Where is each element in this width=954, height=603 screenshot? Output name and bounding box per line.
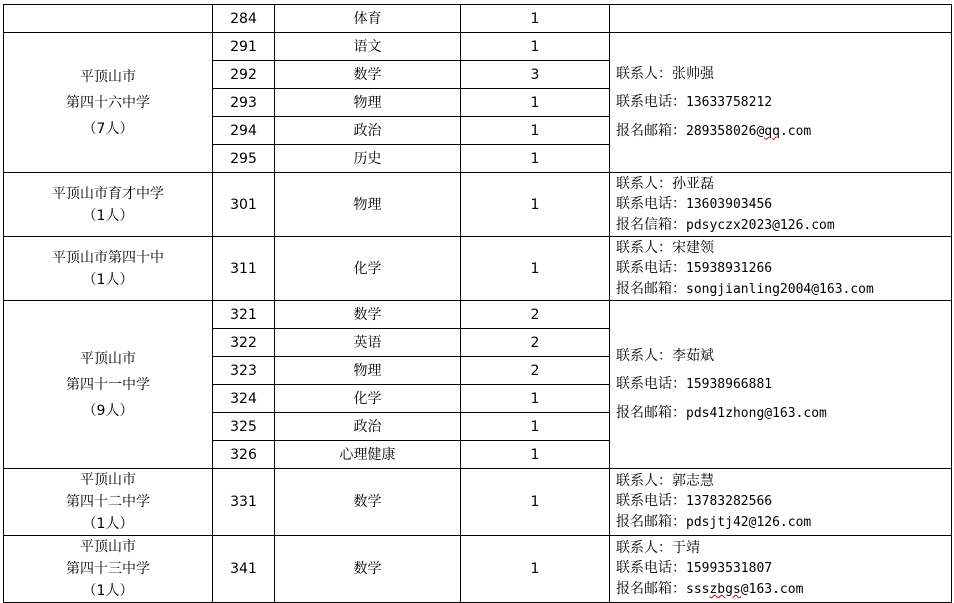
position-code: 341	[213, 536, 275, 603]
table-row	[4, 33, 952, 61]
position-code: 293	[213, 89, 275, 117]
subject: 数学	[275, 536, 461, 603]
contact-phone: 联系电话：15938931266	[616, 259, 773, 276]
subject: 英语	[275, 329, 461, 357]
contact-email: 报名邮箱：pdsjtj42@126.com	[616, 514, 812, 530]
hire-count: 1	[461, 469, 610, 536]
subject: 心理健康	[275, 441, 461, 469]
hire-count: 1	[461, 173, 610, 237]
school-name-line: 平顶山市育才中学	[52, 185, 164, 202]
table-row	[4, 5, 952, 33]
school-quota: （9人）	[82, 402, 134, 419]
school-cell	[4, 469, 213, 536]
hire-count: 1	[461, 89, 610, 117]
hire-count: 2	[461, 357, 610, 385]
hire-count: 1	[461, 237, 610, 301]
school-quota: （1人）	[82, 207, 134, 224]
subject: 物理	[275, 357, 461, 385]
contact-email: 报名信箱：pdsyczx2023@126.com	[616, 216, 835, 233]
contact-phone: 联系电话：13783282566	[616, 493, 773, 509]
contact-person: 联系人：宋建领	[616, 239, 714, 256]
contact-person: 联系人：张帅强	[616, 65, 714, 82]
position-code: 291	[213, 33, 275, 61]
school-quota: （1人）	[82, 516, 134, 532]
school-name-line: 第四十六中学	[66, 94, 150, 111]
contact-person: 联系人：孙亚磊	[616, 175, 714, 192]
position-code: 292	[213, 61, 275, 89]
contact-cell	[610, 469, 952, 536]
school-quota: （1人）	[82, 583, 134, 599]
table-row	[4, 301, 952, 329]
subject: 历史	[275, 145, 461, 173]
contact-cell	[610, 5, 952, 33]
subject: 化学	[275, 237, 461, 301]
table-row	[4, 469, 952, 536]
hire-count: 1	[461, 5, 610, 33]
school-name-line: 平顶山市	[80, 68, 136, 85]
position-code: 295	[213, 145, 275, 173]
subject: 数学	[275, 301, 461, 329]
hire-count: 1	[461, 385, 610, 413]
school-name-line: 第四十一中学	[66, 376, 150, 393]
subject: 数学	[275, 469, 461, 536]
subject: 数学	[275, 61, 461, 89]
contact-person: 联系人：李茹斌	[616, 347, 714, 364]
table-row	[4, 237, 952, 301]
table-row	[4, 536, 952, 603]
position-code: 323	[213, 357, 275, 385]
hire-count: 3	[461, 61, 610, 89]
hire-count: 1	[461, 117, 610, 145]
hire-count: 1	[461, 145, 610, 173]
recruitment-table	[3, 4, 952, 603]
contact-phone: 联系电话：15938966881	[616, 375, 773, 392]
hire-count: 2	[461, 329, 610, 357]
position-code: 284	[213, 5, 275, 33]
contact-phone: 联系电话：15993531807	[616, 560, 773, 576]
table-row	[4, 173, 952, 237]
contact-email: 报名邮箱：289358026@qq.com	[616, 122, 812, 139]
school-quota: （7人）	[82, 120, 134, 137]
contact-person: 联系人：郭志慧	[616, 473, 714, 489]
school-cell	[4, 237, 213, 301]
school-name-line: 第四十三中学	[66, 561, 150, 577]
hire-count: 1	[461, 441, 610, 469]
subject: 物理	[275, 173, 461, 237]
school-name-line: 第四十二中学	[66, 494, 150, 510]
subject: 化学	[275, 385, 461, 413]
contact-cell	[610, 33, 952, 173]
contact-phone: 联系电话：13603903456	[616, 195, 773, 212]
position-code: 325	[213, 413, 275, 441]
school-name-line: 平顶山市	[80, 472, 136, 488]
position-code: 311	[213, 237, 275, 301]
contact-person: 联系人：于靖	[616, 540, 700, 556]
hire-count: 1	[461, 413, 610, 441]
contact-cell	[610, 301, 952, 469]
school-cell	[4, 5, 213, 33]
subject: 物理	[275, 89, 461, 117]
position-code: 331	[213, 469, 275, 536]
school-cell	[4, 301, 213, 469]
position-code: 321	[213, 301, 275, 329]
subject: 政治	[275, 413, 461, 441]
contact-email: 报名邮箱：pds41zhong@163.com	[616, 404, 827, 421]
subject: 体育	[275, 5, 461, 33]
hire-count: 1	[461, 33, 610, 61]
subject: 语文	[275, 33, 461, 61]
school-name-line: 平顶山市	[80, 350, 136, 367]
school-name-line: 平顶山市第四十中	[52, 249, 164, 266]
position-code: 322	[213, 329, 275, 357]
school-quota: （1人）	[82, 271, 134, 288]
school-cell	[4, 173, 213, 237]
contact-cell	[610, 536, 952, 603]
hire-count: 2	[461, 301, 610, 329]
contact-cell	[610, 237, 952, 301]
hire-count: 1	[461, 536, 610, 603]
contact-phone: 联系电话：13633758212	[616, 93, 773, 110]
contact-email: 报名邮箱：songjianling2004@163.com	[616, 280, 874, 297]
position-code: 324	[213, 385, 275, 413]
contact-email: 报名邮箱：ssszbgs@163.com	[616, 581, 804, 597]
position-code: 301	[213, 173, 275, 237]
school-cell	[4, 33, 213, 173]
school-name-line: 平顶山市	[80, 539, 136, 555]
contact-cell	[610, 173, 952, 237]
position-code: 294	[213, 117, 275, 145]
school-cell	[4, 536, 213, 603]
position-code: 326	[213, 441, 275, 469]
subject: 政治	[275, 117, 461, 145]
